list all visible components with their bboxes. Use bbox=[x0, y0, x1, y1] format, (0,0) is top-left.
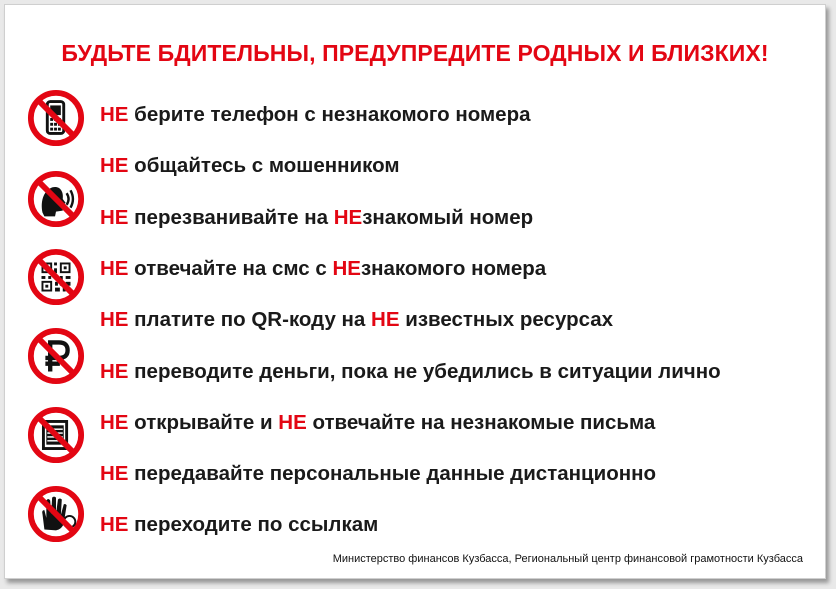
ne-prefix: НЕ bbox=[100, 308, 129, 331]
ne-prefix: НЕ bbox=[100, 462, 129, 485]
ne-prefix: НЕ bbox=[371, 308, 400, 331]
ne-prefix: НЕ bbox=[278, 411, 307, 434]
ne-prefix: НЕ bbox=[100, 360, 129, 383]
ne-prefix: НЕ bbox=[100, 411, 129, 434]
ne-prefix: НЕ bbox=[100, 103, 129, 126]
rule-text: берите телефон с незнакомого номера bbox=[128, 103, 531, 126]
no-talking-icon bbox=[27, 170, 85, 228]
no-mail-icon bbox=[27, 406, 85, 464]
rule-text: знакомого номера bbox=[360, 257, 547, 280]
ne-prefix: НЕ bbox=[332, 257, 361, 280]
rule-line bbox=[100, 306, 613, 358]
rule-line bbox=[100, 101, 531, 153]
rule-line bbox=[100, 152, 400, 204]
poster-title: БУДЬТЕ БДИТЕЛЬНЫ, ПРЕДУПРЕДИТЕ РОДНЫХ И БЛИЗКИХ! bbox=[61, 40, 769, 66]
rule-text: знакомый номер bbox=[362, 206, 534, 229]
rule-text: открывайте и bbox=[128, 411, 279, 434]
rule-text: общайтесь с мошенником bbox=[128, 154, 400, 177]
rule-text: отвечайте на незнакомые письма bbox=[306, 411, 656, 434]
ne-prefix: НЕ bbox=[100, 206, 129, 229]
no-hand-icon bbox=[27, 485, 85, 543]
ne-prefix: НЕ bbox=[333, 206, 363, 229]
rule-text: отвечайте на смс с bbox=[128, 257, 333, 280]
ne-prefix: НЕ bbox=[100, 513, 129, 536]
no-phone-icon bbox=[27, 89, 85, 147]
rule-line bbox=[100, 255, 546, 307]
rule-line bbox=[100, 358, 721, 410]
rule-line bbox=[100, 204, 533, 256]
rule-text: переходите по ссылкам bbox=[128, 513, 379, 536]
footer-credits: Министерство финансов Кузбасса, Региональный центр финансовой грамотности Кузбасса bbox=[332, 553, 803, 565]
rule-text: передавайте персональные данные дистанционно bbox=[128, 462, 657, 485]
rule-text: перезванивайте на bbox=[128, 206, 334, 229]
rule-text: платите по QR-коду на bbox=[128, 308, 372, 331]
rule-text: переводите деньги, пока не убедились в ситуации лично bbox=[128, 360, 721, 383]
no-ruble-icon bbox=[27, 327, 85, 385]
ne-prefix: НЕ bbox=[100, 154, 129, 177]
rule-line bbox=[100, 409, 655, 461]
ne-prefix: НЕ bbox=[100, 257, 129, 280]
rule-text: известных ресурсах bbox=[399, 308, 614, 331]
poster-card bbox=[4, 4, 826, 579]
no-qr-code-icon bbox=[27, 248, 85, 306]
rule-line bbox=[100, 460, 656, 512]
